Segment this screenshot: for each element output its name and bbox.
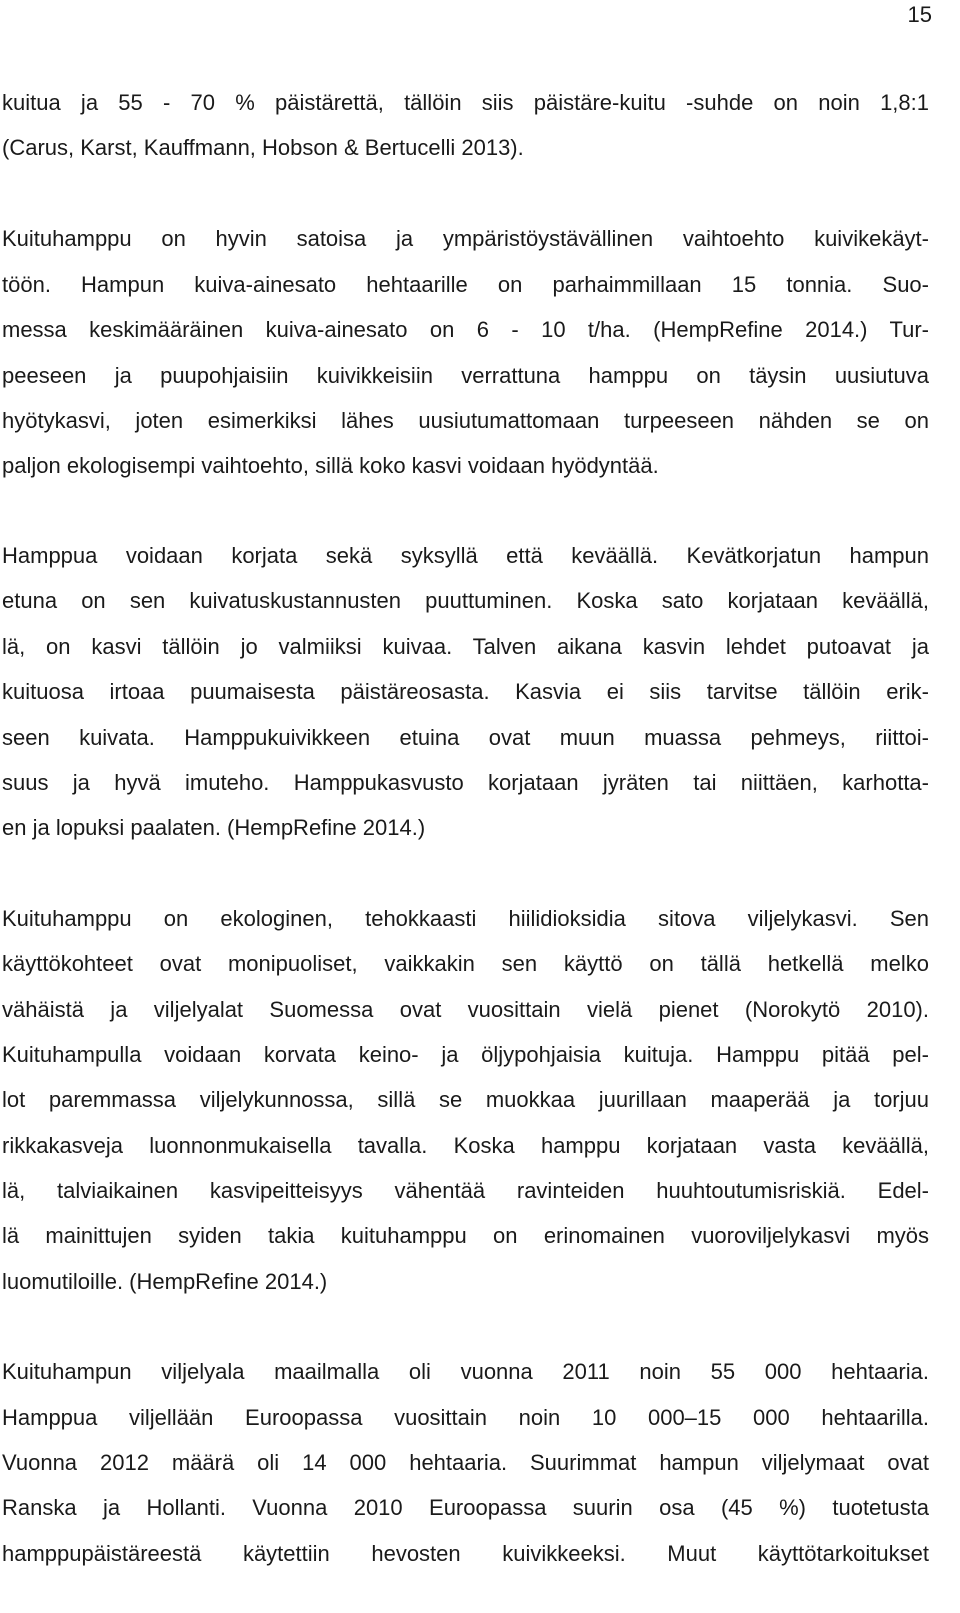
paragraph-4-line-4: Kuituhampulla voidaan korvata keino- ja öljypohjaisia kuituja. Hamppu pitää pel- — [2, 1042, 929, 1067]
paragraph-3-line-1: Hamppua voidaan korjata sekä syksyllä että keväällä. Kevätkorjatun hampun — [2, 543, 929, 568]
paragraph-3-line-4: kuituosa irtoaa puumaisesta päistäreosasta. Kasvia ei siis tarvitse tällöin erik- — [2, 679, 929, 704]
paragraph-2-line-3: messa keskimääräinen kuiva-ainesato on 6 - 10 t/ha. (HempRefine 2014.) Tur- — [2, 317, 929, 342]
page-number: 15 — [907, 2, 932, 27]
paragraph-3-line-3: lä, on kasvi tällöin jo valmiiksi kuivaa. Talven aikana kasvin lehdet putoavat ja — [2, 634, 929, 659]
paragraph-1-line-1: kuitua ja 55 - 70 % päistärettä, tällöin siis päistäre-kuitu -suhde on noin 1,8:1 — [2, 90, 929, 115]
paragraph-4-line-5: lot paremmassa viljelykunnossa, sillä se muokkaa juurillaan maaperää ja torjuu — [2, 1087, 929, 1112]
paragraph-3-line-7: en ja lopuksi paalaten. (HempRefine 2014.) — [2, 815, 426, 840]
paragraph-4-line-9: luomutiloille. (HempRefine 2014.) — [2, 1269, 328, 1294]
paragraph-2-line-1: Kuituhamppu on hyvin satoisa ja ympäristöystävällinen vaihtoehto kuivikekäyt- — [2, 226, 929, 251]
paragraph-4-line-1: Kuituhamppu on ekologinen, tehokkaasti hiilidioksidia sitova viljelykasvi. Sen — [2, 906, 929, 931]
paragraph-4-line-8: lä mainittujen syiden takia kuituhamppu on erinomainen vuoroviljelykasvi myös — [2, 1223, 929, 1248]
paragraph-4-line-2: käyttökohteet ovat monipuoliset, vaikkakin sen käyttö on tällä hetkellä melko — [2, 951, 929, 976]
paragraph-3-line-6: suus ja hyvä imuteho. Hamppukasvusto korjataan jyräten tai niittäen, karhotta- — [2, 770, 929, 795]
paragraph-2-line-6: paljon ekologisempi vaihtoehto, sillä koko kasvi voidaan hyödyntää. — [2, 453, 659, 478]
paragraph-3-line-2: etuna on sen kuivatuskustannusten puuttuminen. Koska sato korjataan keväällä, — [2, 588, 929, 613]
paragraph-1-line-2: (Carus, Karst, Kauffmann, Hobson & Bertucelli 2013). — [2, 135, 524, 160]
paragraph-4-line-6: rikkakasveja luonnonmukaisella tavalla. Koska hamppu korjataan vasta keväällä, — [2, 1133, 929, 1158]
paragraph-4-line-7: lä, talviaikainen kasvipeitteisyys vähentää ravinteiden huuhtoutumisriskiä. Edel- — [2, 1178, 929, 1203]
paragraph-4-line-3: vähäistä ja viljelyalat Suomessa ovat vuosittain vielä pienet (Norokytö 2010). — [2, 997, 929, 1022]
paragraph-5-line-5: hamppupäistäreestä käytettiin hevosten kuivikkeeksi. Muut käyttötarkoitukset — [2, 1541, 929, 1566]
paragraph-2-line-5: hyötykasvi, joten esimerkiksi lähes uusiutumattomaan turpeeseen nähden se on — [2, 408, 929, 433]
paragraph-5-line-1: Kuituhampun viljelyala maailmalla oli vuonna 2011 noin 55 000 hehtaaria. — [2, 1359, 929, 1384]
paragraph-2-line-4: peeseen ja puupohjaisiin kuivikkeisiin verrattuna hamppu on täysin uusiutuva — [2, 363, 929, 388]
paragraph-2-line-2: töön. Hampun kuiva-ainesato hehtaarille on parhaimmillaan 15 tonnia. Suo- — [2, 272, 929, 297]
paragraph-5-line-2: Hamppua viljellään Euroopassa vuosittain noin 10 000–15 000 hehtaarilla. — [2, 1405, 929, 1430]
paragraph-5-line-4: Ranska ja Hollanti. Vuonna 2010 Euroopassa suurin osa (45 %) tuotetusta — [2, 1495, 929, 1520]
paragraph-3-line-5: seen kuivata. Hamppukuivikkeen etuina ovat muun muassa pehmeys, riittoi- — [2, 725, 929, 750]
paragraph-5-line-3: Vuonna 2012 määrä oli 14 000 hehtaaria. Suurimmat hampun viljelymaat ovat — [2, 1450, 929, 1475]
